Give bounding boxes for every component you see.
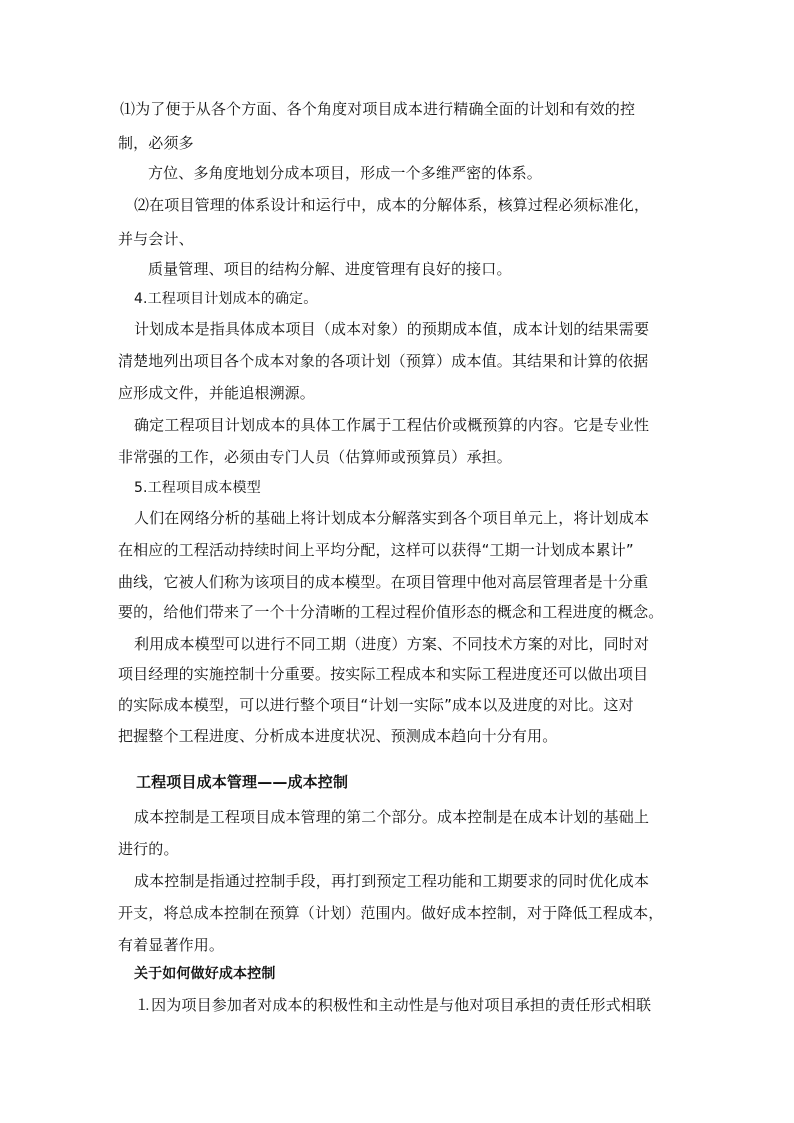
paragraph-line: 应形成文件，并能追根溯源。	[118, 384, 315, 402]
paragraph-line: ⑵在项目管理的体系设计和运行中，成本的分解体系，核算过程必须标准化，	[134, 196, 650, 214]
paragraph-line: 进行的。	[118, 840, 179, 858]
section-heading: 4.工程项目计划成本的确定。	[134, 291, 318, 307]
paragraph-line: 成本控制是工程项目成本管理的第二个部分。成本控制是在成本计划的基础上	[134, 808, 650, 826]
paragraph-line: 在相应的工程活动持续时间上平均分配，这样可以获得“工期一计划成本累计”	[118, 541, 634, 559]
subsection-title: 关于如何做好成本控制	[134, 966, 276, 982]
paragraph-line: 方位、多角度地划分成本项目，形成一个多维严密的体系。	[148, 164, 542, 182]
section-heading: 5.工程项目成本模型	[134, 480, 261, 496]
paragraph-line: 清楚地列出项目各个成本对象的各项计划（预算）成本值。其结果和计算的依据	[118, 352, 649, 370]
paragraph-line: 确定工程项目计划成本的具体工作属于工程估价或概预算的内容。它是专业性	[134, 416, 650, 434]
paragraph-line: 有着显著作用。	[118, 936, 225, 954]
paragraph-line: 把握整个工程进度、分析成本进度状况、预测成本趋向十分有用。	[118, 727, 558, 745]
paragraph-line: 质量管理、项目的结构分解、进度管理有良好的接口。	[148, 260, 512, 278]
paragraph-line: 开支，将总成本控制在预算（计划）范围内。做好成本控制，对于降低工程成本，	[118, 904, 664, 922]
paragraph-line: 曲线，它被人们称为该项目的成本模型。在项目管理中他对高层管理者是十分重	[118, 573, 649, 591]
paragraph-line: 成本控制是指通过控制手段，再打到预定工程功能和工期要求的同时优化成本	[134, 872, 650, 890]
paragraph-line: 计划成本是指具体成本项目（成本对象）的预期成本值，成本计划的结果需要	[134, 320, 650, 338]
paragraph-line: 利用成本模型可以进行不同工期（进度）方案、不同技术方案的对比，同时对	[134, 635, 650, 653]
paragraph-line: 的实际成本模型，可以进行整个项目“计划一实际”成本以及进度的对比。这对	[118, 696, 634, 714]
paragraph-line: 人们在网络分析的基础上将计划成本分解落实到各个项目单元上，将计划成本	[134, 509, 650, 527]
section-title: 工程项目成本管理——成本控制	[136, 773, 349, 791]
paragraph-line: ⒈因为项目参加者对成本的积极性和主动性是与他对项目承担的责任形式相联	[136, 996, 652, 1014]
paragraph-line: 并与会计、	[118, 230, 194, 248]
paragraph-line: 制，必须多	[118, 134, 194, 152]
paragraph-line: 要的，给他们带来了一个十分清晰的工程过程价值形态的概念和工程进度的概念。	[118, 603, 664, 621]
paragraph-line: 项目经理的实施控制十分重要。按实际工程成本和实际工程进度还可以做出项目	[118, 665, 649, 683]
paragraph-line: 非常强的工作，必须由专门人员（估算师或预算员）承担。	[118, 448, 512, 466]
paragraph-line: ⑴为了便于从各个方面、各个角度对项目成本进行精确全面的计划和有效的控	[120, 100, 636, 118]
